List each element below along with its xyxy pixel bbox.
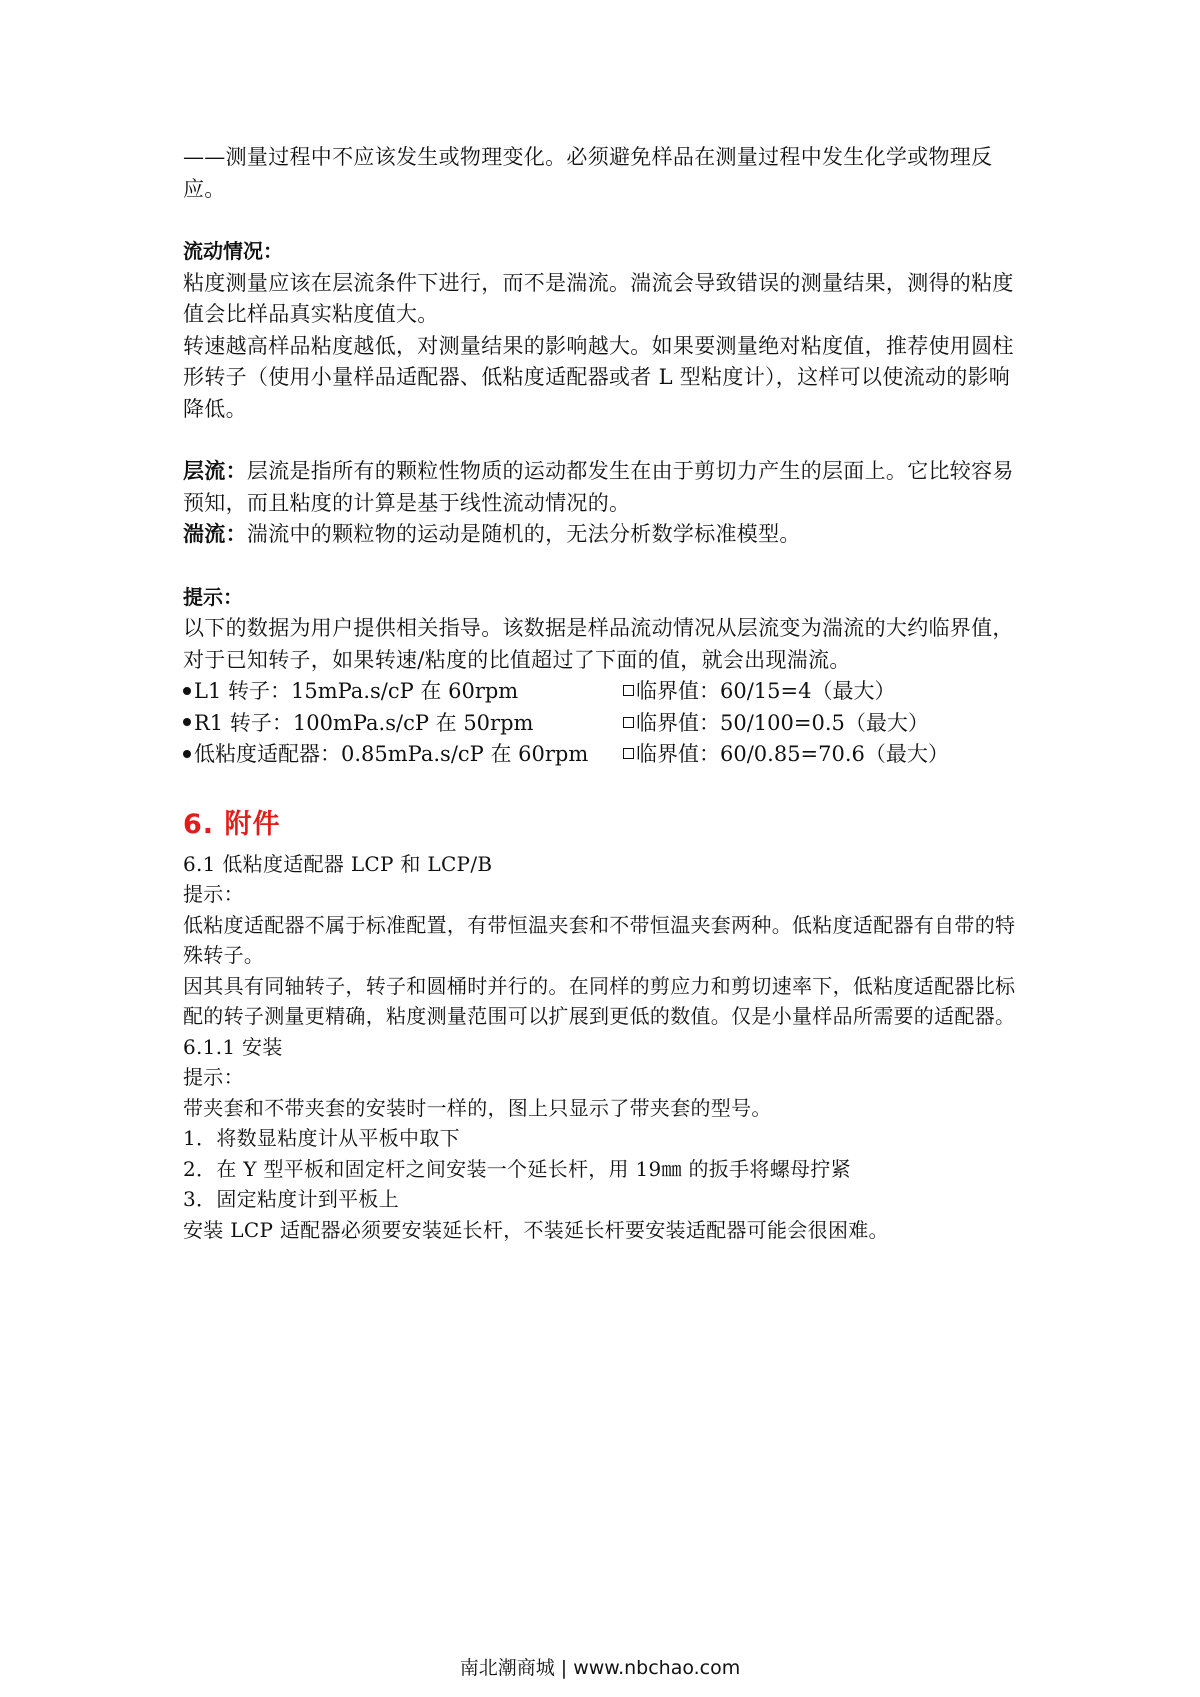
hint-paragraph: 以下的数据为用户提供相关指导。该数据是样品流动情况从层流变为湍流的大约临界值，对于已知转子，如果转速/粘度的比值超过了下面的值，就会出现湍流。: [183, 616, 1014, 672]
spacer: [183, 771, 1023, 805]
critical-value: 临界值：60/15=4（最大）: [636, 679, 896, 703]
laminar-label: 层流：: [183, 459, 247, 483]
flow-heading: 流动情况：: [183, 239, 283, 263]
turbulent-definition: [183, 519, 1023, 551]
critical-value: 临界值：60/0.85=70.6（最大）: [636, 742, 949, 766]
document-page: [183, 142, 1023, 1245]
checkbox-square-icon: [623, 748, 634, 759]
laminar-definition: [183, 456, 1023, 519]
install-title: 6.1.1 安装: [183, 1034, 283, 1059]
install-note: 带夹套和不带夹套的安装时一样的，图上只显示了带夹套的型号。: [183, 1095, 772, 1120]
spacer: [183, 205, 1023, 236]
flow-paragraph-1: 粘度测量应该在层流条件下进行，而不是湍流。湍流会导致错误的测量结果，测得的粘度值会比样品真实粘度值大。: [183, 270, 1014, 326]
install-step-1: 1．将数显粘度计从平板中取下: [183, 1126, 460, 1150]
section-title-appendix: 6. 附件: [183, 808, 281, 840]
critical-value-row: [183, 708, 1023, 740]
spindle-spec: 低粘度适配器：0.85mPa.s/cP 在 60rpm: [194, 742, 589, 766]
flow-paragraph-2: 转速越高样品粘度越低，对测量结果的影响越大。如果要测量绝对粘度值，推荐使用圆柱形转子（使用小量样品适配器、低粘度适配器或者 L 型粘度计），这样可以使流动的影响降低。: [183, 333, 1014, 421]
intro-paragraph: ——测量过程中不应该发生或物理变化。必须避免样品在测量过程中发生化学或物理反应。: [183, 145, 993, 201]
install-step-3: 3．固定粘度计到平板上: [183, 1187, 400, 1211]
hint-heading: 提示：: [183, 584, 243, 609]
subsection-title: 6.1 低粘度适配器 LCP 和 LCP/B: [183, 851, 493, 876]
turbulent-label: 湍流：: [183, 522, 247, 546]
critical-value-row: [183, 676, 1023, 708]
spacer: [183, 551, 1023, 582]
spindle-spec: R1 转子：100mPa.s/cP 在 50rpm: [194, 710, 534, 735]
footer-watermark: 南北潮商城 | www.nbchao.com: [459, 1657, 741, 1679]
checkbox-square-icon: [623, 717, 634, 728]
spindle-spec: L1 转子：15mPa.s/cP 在 60rpm: [194, 679, 519, 703]
spacer: [183, 425, 1023, 456]
critical-value: 临界值：50/100=0.5（最大）: [636, 710, 929, 735]
bullet-icon: [183, 687, 191, 695]
install-hint-label: 提示：: [183, 1065, 244, 1089]
bullet-icon: [183, 718, 191, 726]
laminar-text: 层流是指所有的颗粒性物质的运动都发生在由于剪切力产生的层面上。它比较容易预知，而且粘度的计算是基于线性流动情况的。: [183, 459, 1014, 515]
bullet-icon: [183, 750, 191, 758]
appendix-paragraph-2: 因其具有同轴转子，转子和圆桶时并行的。在同样的剪应力和剪切速率下，低粘度适配器比标配的转子测量更精确，粘度测量范围可以扩展到更低的数值。仅是小量样品所需要的适配器。: [183, 973, 1016, 1028]
install-final-note: 安装 LCP 适配器必须要安装延长杆，不装延长杆要安装适配器可能会很困难。: [183, 1217, 889, 1242]
checkbox-square-icon: [623, 685, 634, 696]
turbulent-text: 湍流中的颗粒物的运动是随机的，无法分析数学标准模型。: [246, 522, 801, 546]
install-step-2: 2．在 Y 型平板和固定杆之间安装一个延长杆，用 19㎜ 的扳手将螺母拧紧: [183, 1156, 851, 1181]
critical-value-row: [183, 739, 1023, 771]
appendix-paragraph-1: 低粘度适配器不属于标准配置，有带恒温夹套和不带恒温夹套两种。低粘度适配器有自带的特殊转子。: [183, 912, 1016, 967]
hint-label: 提示：: [183, 882, 244, 906]
